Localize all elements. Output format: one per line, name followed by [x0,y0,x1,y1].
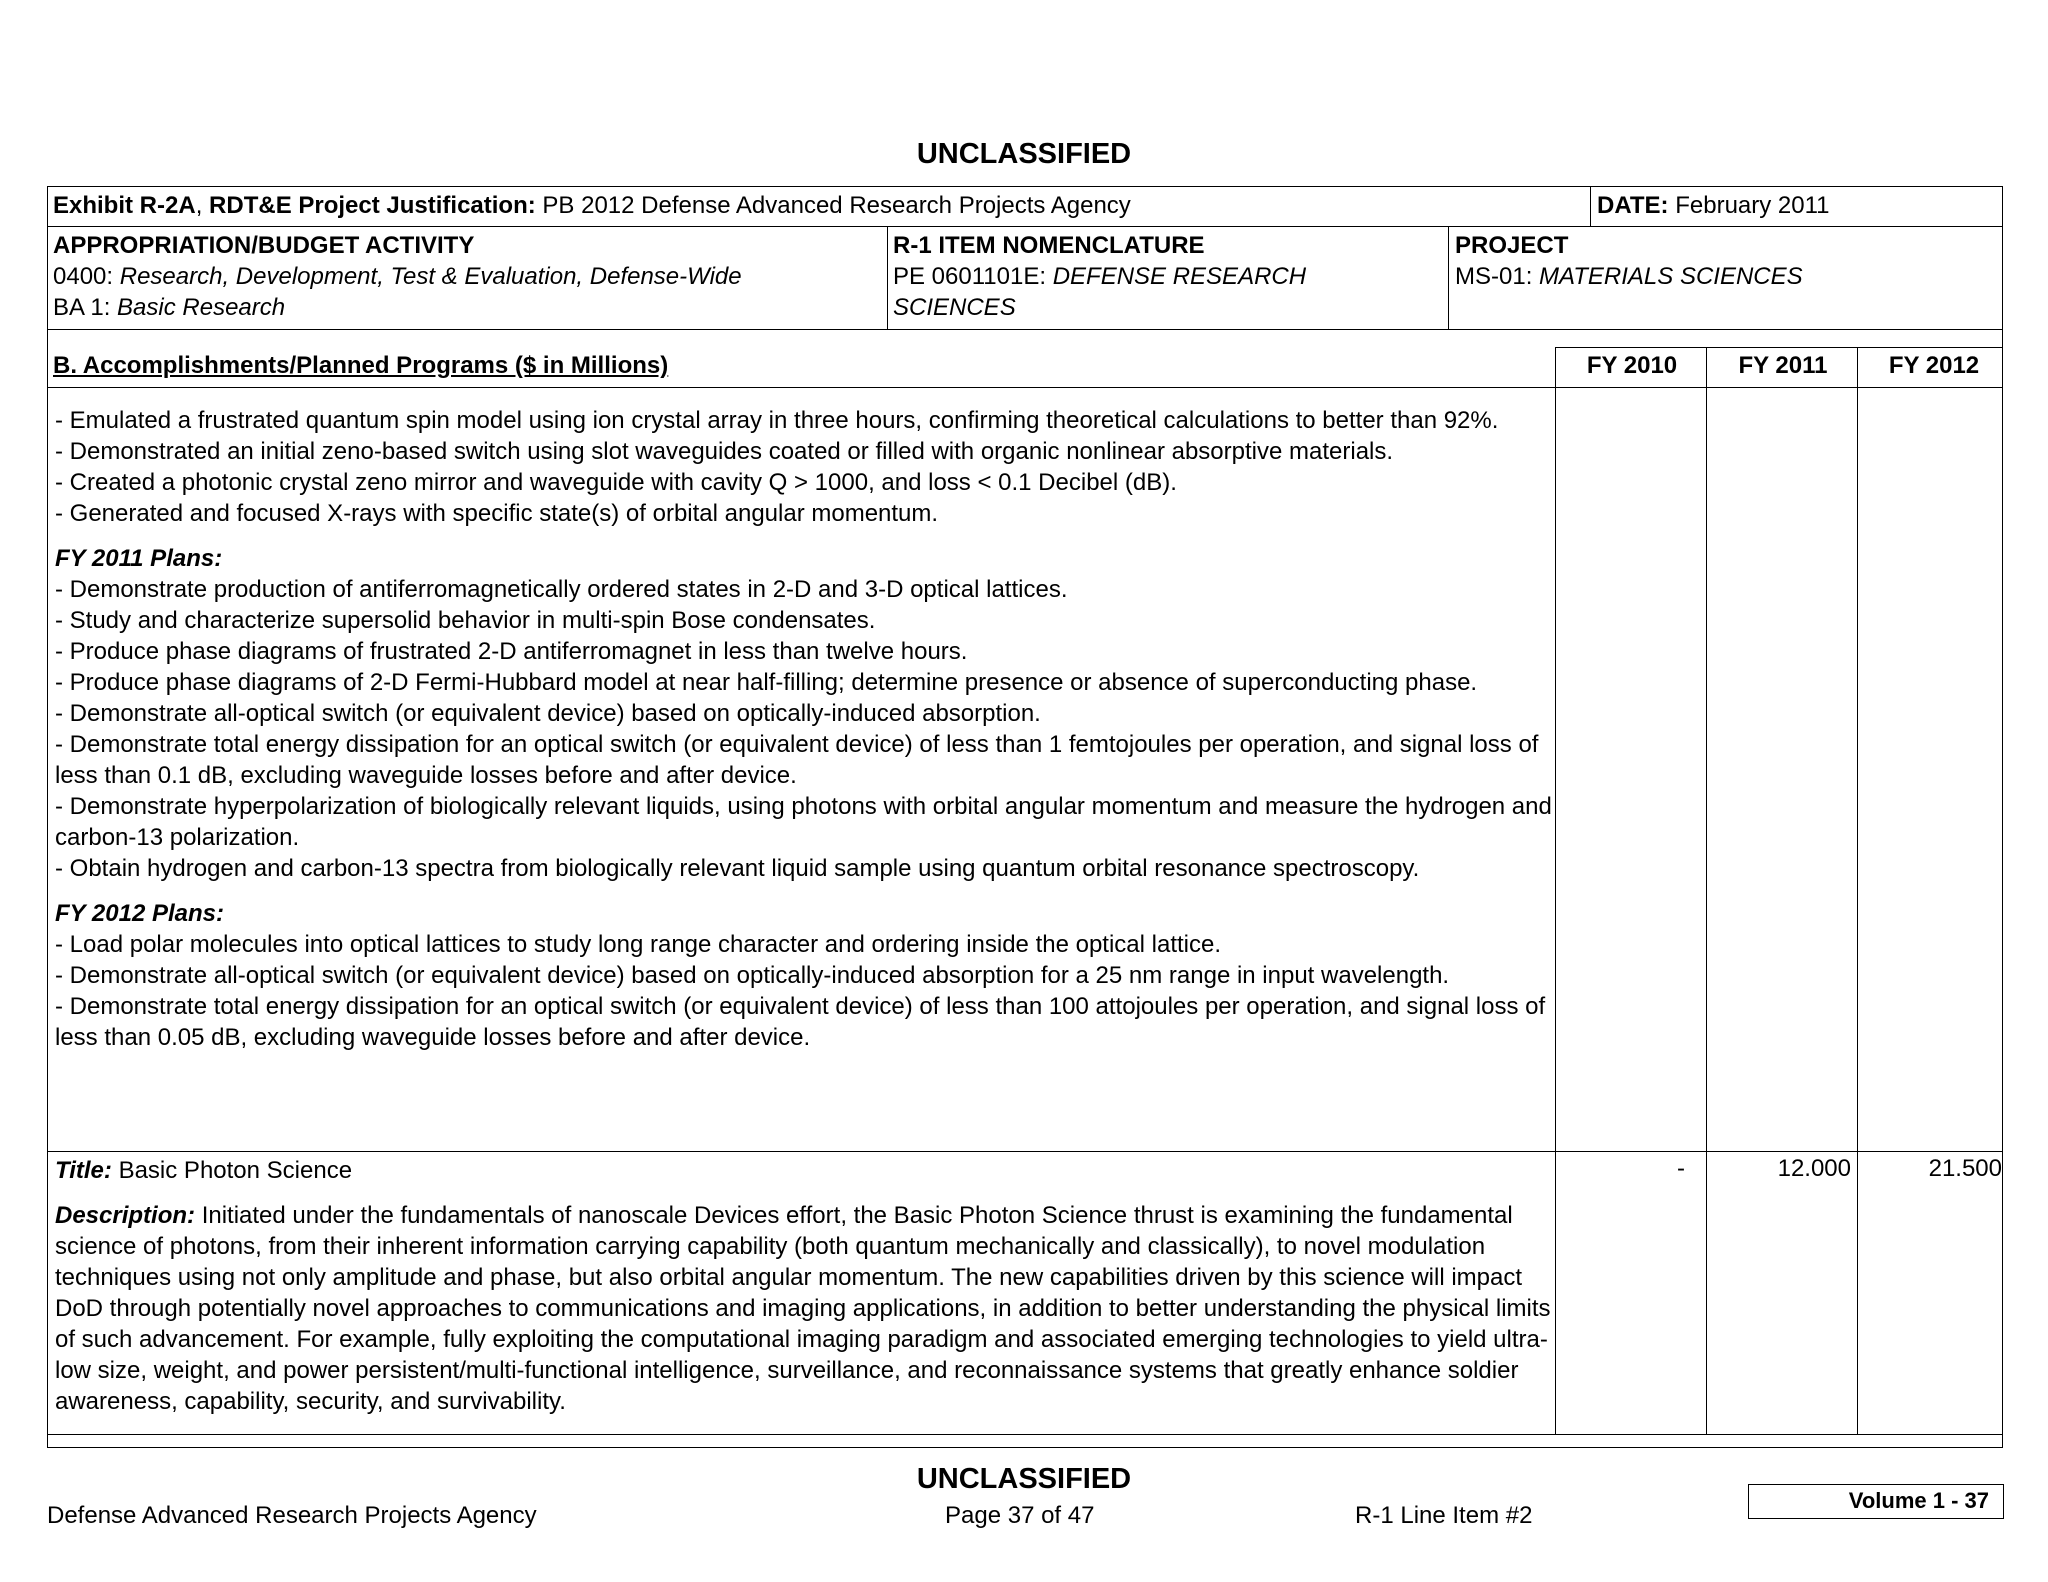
classification-top: UNCLASSIFIED [916,138,1132,170]
accomplishment-item: - Created a photonic crystal zeno mirror and waveguide with cavity Q > 1000, and loss < 0.1 Decibel (dB). [55,469,1177,496]
plan-item: - Produce phase diagrams of frustrated 2-D antiferromagnet in less than twelve hours. [55,638,968,665]
classification-bottom: UNCLASSIFIED [916,1463,1132,1495]
plan-item: - Demonstrate total energy dissipation for an optical switch (or equivalent device) of less than 100 attojoules per operation, and signal loss of less than 0.05 dB, excluding waveguide losses before and after device. [55,993,1546,1051]
footer-volume-badge: Volume 1 - 37 [1748,1484,2004,1519]
footer-page-number: Page 37 of 47 [945,1502,1095,1529]
project-block: PROJECT MS-01: MATERIALS SCIENCES [1455,232,1803,290]
r1-nomenclature-block: R-1 ITEM NOMENCLATURE PE 0601101E: DEFENSE RESEARCH SCIENCES [893,232,1307,321]
exhibit-title: Exhibit R-2A, RDT&E Project Justification: PB 2012 Defense Advanced Research Projects Agency [53,192,1131,219]
accomplishment-item: - Emulated a frustrated quantum spin model using ion crystal array in three hours, confirming theoretical calculations to better than 92%. [55,407,1499,434]
column-header-fy2012: FY 2012 [1888,352,1980,379]
program-fy2011-value: 12.000 [1777,1155,1851,1182]
fy2012-plans-heading: FY 2012 Plans: [55,900,224,927]
plan-item: - Demonstrate hyperpolarization of biologically relevant liquids, using photons with orbital angular momentum and measure the hydrogen and carbon-13 polarization. [55,793,1552,851]
plan-item: - Demonstrate all-optical switch (or equivalent device) based on optically-induced absorption for a 25 nm range in input wavelength. [55,962,1450,989]
fy2011-plans-heading: FY 2011 Plans: [55,545,223,572]
plan-item: - Produce phase diagrams of 2-D Fermi-Hubbard model at near half-filling; determine presence or absence of superconducting phase. [55,669,1478,696]
accomplishment-item: - Generated and focused X-rays with specific state(s) of orbital angular momentum. [55,500,939,527]
column-header-fy2010: FY 2010 [1586,352,1678,379]
footer-agency: Defense Advanced Research Projects Agency [47,1502,537,1529]
program-description: Description: Initiated under the fundamentals of nanoscale Devices effort, the Basic Photon Science thrust is examining the fundamental science of photons, from their inherent information carrying capability (both quantum mechanically and classically), to novel modulation techniques using not only amplitude and phase, but also orbital angular momentum. The new capabilities driven by this science will impact DoD through potentially novel approaches to communications and imaging applications, in addition to better understanding the physical limits of such advancement. For example, fully exploiting the computational imaging paradigm and associated emerging technologies to yield ultra-low size, weight, and power persistent/multi-functional intelligence, surveillance, and reconnaissance systems that greatly enhance soldier awareness, capability, security, and survivability. [55,1202,1551,1415]
program-block [55,1155,1555,1417]
plan-item: - Demonstrate all-optical switch (or equivalent device) based on optically-induced absorption. [55,700,1041,727]
plan-item: - Obtain hydrogen and carbon-13 spectra from biologically relevant liquid sample using quantum orbital resonance spectroscopy. [55,855,1420,882]
section-title: B. Accomplishments/Planned Programs ($ in Millions) [53,352,669,379]
column-header-fy2011: FY 2011 [1738,352,1828,379]
plan-item: - Demonstrate total energy dissipation for an optical switch (or equivalent device) of less than 1 femtojoules per operation, and signal loss of less than 0.1 dB, excluding waveguide losses before and after device. [55,731,1539,789]
plan-item: - Load polar molecules into optical lattices to study long range character and ordering inside the optical lattice. [55,931,1222,958]
program-fy2010-value: - [1677,1155,1685,1182]
accomplishment-item: - Demonstrated an initial zeno-based switch using slot waveguides coated or filled with organic nonlinear absorptive materials. [55,438,1394,465]
footer-line-item: R-1 Line Item #2 [1355,1502,1533,1529]
program-title: Title: Basic Photon Science [55,1157,353,1184]
accomplishments-text [55,405,1555,1053]
plan-item: - Demonstrate production of antiferromagnetically ordered states in 2-D and 3-D optical lattices. [55,576,1068,603]
appropriation-block: APPROPRIATION/BUDGET ACTIVITY 0400: Research, Development, Test & Evaluation, Defense-Wide BA 1: Basic Research [53,232,742,321]
plan-item: - Study and characterize supersolid behavior in multi-spin Bose condensates. [55,607,876,634]
date-field: DATE: February 2011 [1597,192,1830,219]
program-fy2012-value: 21.500 [1928,1155,2002,1182]
